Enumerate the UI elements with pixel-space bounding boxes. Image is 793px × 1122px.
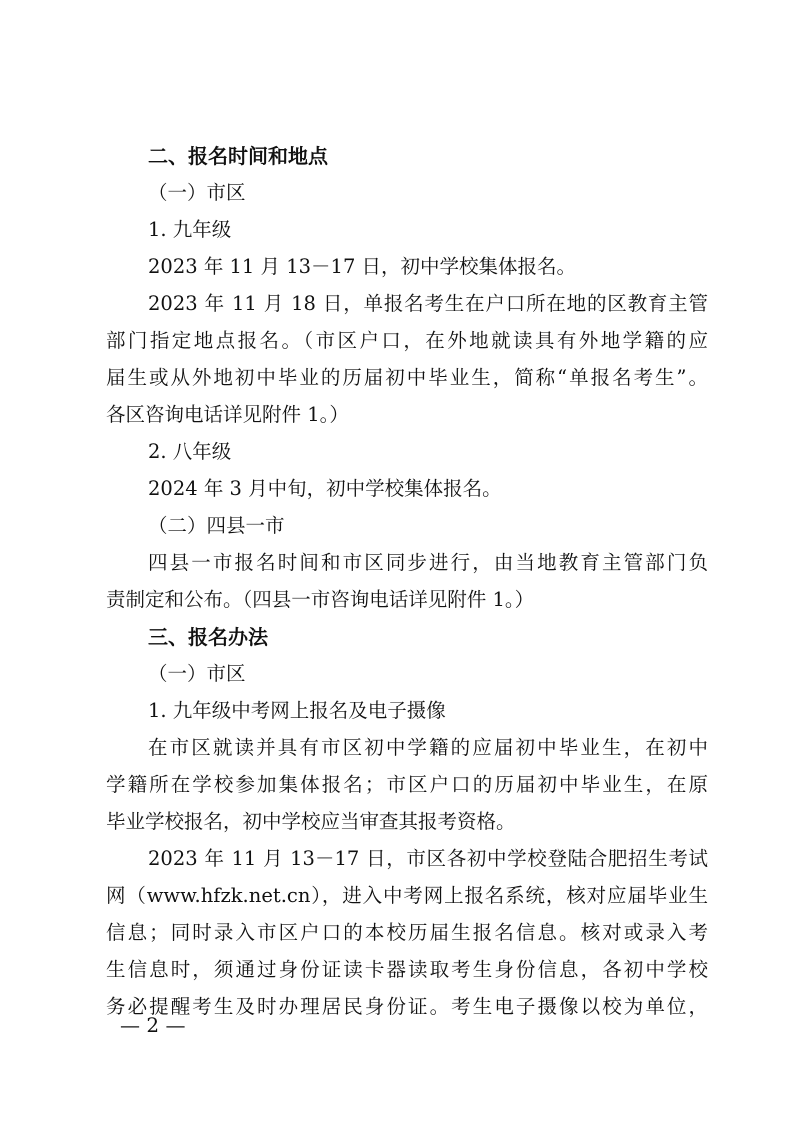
page-number: — 2 — xyxy=(120,1013,186,1037)
paragraph-line: 2023 年 11 月 18 日，单报名考生在户口所在地的区教育主管 xyxy=(148,292,708,315)
paragraph-line: 信息；同时录入市区户口的本校历届生报名信息。核对或录入考 xyxy=(106,921,708,944)
section-heading-3: 三、报名办法 xyxy=(148,625,268,649)
paragraph-line: 届生或从外地初中毕业的历届初中毕业生，简称“单报名考生”。 xyxy=(106,366,708,389)
paragraph-line: 在市区就读并具有市区初中学籍的应届初中毕业生，在初中 xyxy=(148,736,708,759)
paragraph-line: 务必提醒考生及时办理居民身份证。考生电子摄像以校为单位， xyxy=(106,995,708,1018)
paragraph-line: 四县一市报名时间和市区同步进行，由当地教育主管部门负 xyxy=(148,551,708,574)
paragraph-line: 2023 年 11 月 13－17 日，市区各初中学校登陆合肥招生考试 xyxy=(148,847,708,870)
paragraph-line: 毕业学校报名，初中学校应当审查其报考资格。 xyxy=(106,810,516,833)
paragraph-line: 学籍所在学校参加集体报名；市区户口的历届初中毕业生，在原 xyxy=(106,773,708,796)
paragraph-line: 2024 年 3 月中旬，初中学校集体报名。 xyxy=(148,477,502,500)
subsection-heading: （二）四县一市 xyxy=(148,514,285,537)
paragraph-line: 责制定和公布。（四县一市咨询电话详见附件 1。） xyxy=(106,588,535,611)
subsection-heading: （一）市区 xyxy=(148,181,246,204)
section-heading-2: 二、报名时间和地点 xyxy=(148,144,328,168)
item-heading: 1. 九年级 xyxy=(148,218,232,241)
paragraph-line: 2023 年 11 月 13－17 日，初中学校集体报名。 xyxy=(148,255,577,278)
paragraph-line: 部门指定地点报名。（市区户口，在外地就读具有外地学籍的应 xyxy=(106,329,708,352)
item-heading: 2. 八年级 xyxy=(148,440,232,463)
item-heading: 1. 九年级中考网上报名及电子摄像 xyxy=(148,699,446,722)
paragraph-line: 各区咨询电话详见附件 1。） xyxy=(106,403,349,426)
paragraph-line: 生信息时，须通过身份证读卡器读取考生身份信息，各初中学校 xyxy=(106,958,708,981)
subsection-heading: （一）市区 xyxy=(148,662,246,685)
paragraph-line: 网（www.hfzk.net.cn），进入中考网上报名系统，核对应届毕业生 xyxy=(106,884,708,907)
